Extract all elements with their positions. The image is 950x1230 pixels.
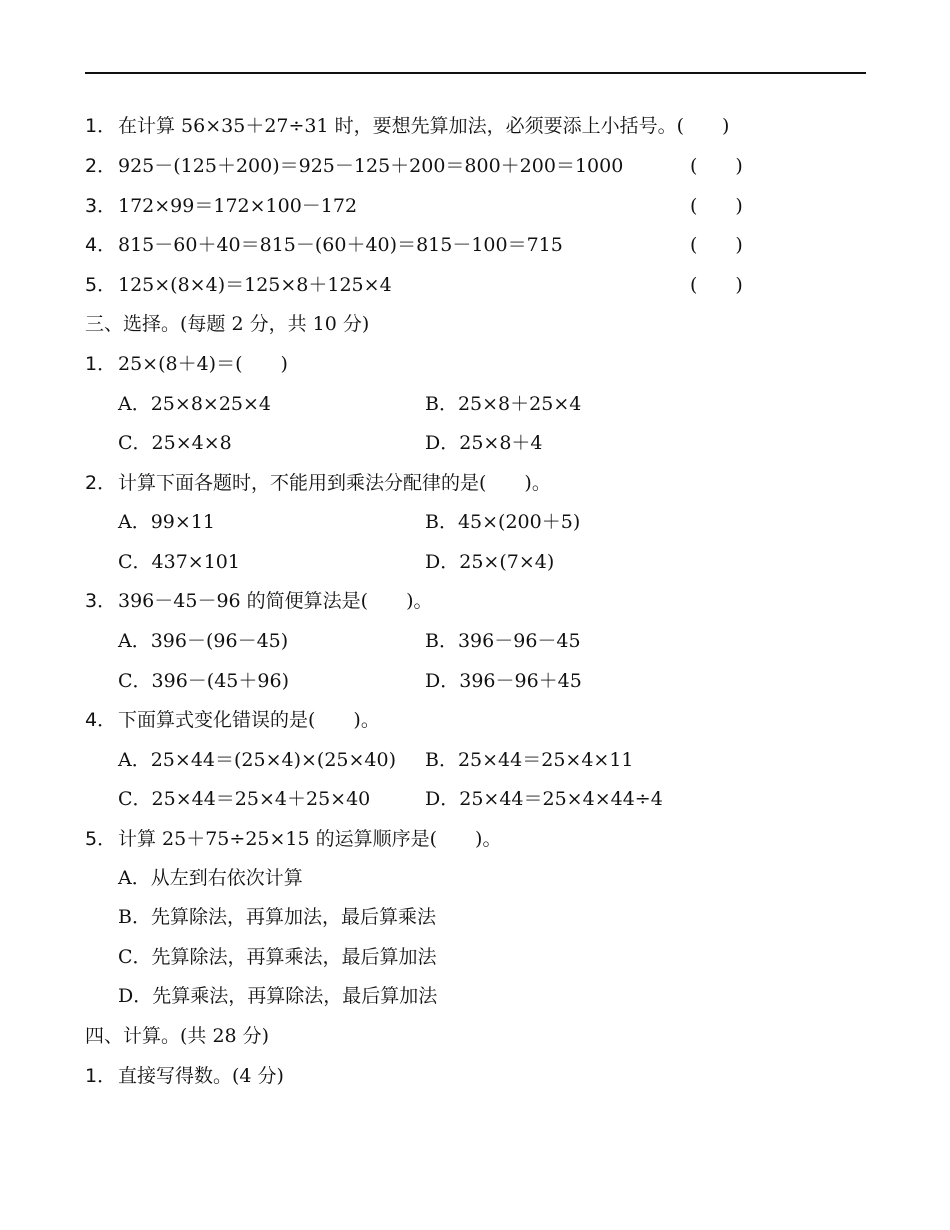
question-stem: 计算下面各题时，不能用到乘法分配律的是( )。	[118, 472, 551, 494]
option-a: A．99×11	[118, 511, 215, 533]
answer-paren-4: ( )	[690, 234, 743, 256]
option-c: C．437×101	[118, 551, 240, 573]
option-d: D．先算乘法，再算除法，最后算加法	[118, 985, 438, 1007]
option-b: B．25×8＋25×4	[425, 393, 582, 415]
option-a: A．25×44＝(25×4)×(25×40)	[118, 749, 397, 771]
section-heading-choice: 三、选择。(每题 2 分，共 10 分)	[85, 313, 370, 335]
choice-question-3	[85, 588, 432, 614]
item-text: 125×(8×4)＝125×8＋125×4	[118, 274, 392, 296]
option-b: B．396－96－45	[425, 630, 581, 652]
question-stem: 396－45－96 的简便算法是( )。	[118, 590, 433, 612]
item-number: 3．	[85, 195, 117, 217]
option-c: C．先算除法，再算乘法，最后算加法	[118, 946, 437, 968]
item-text: 172×99＝172×100－172	[118, 195, 358, 217]
option-d: D．25×(7×4)	[425, 551, 555, 573]
question-number: 1．	[85, 353, 117, 375]
item-number: 2．	[85, 155, 117, 177]
question-number: 4．	[85, 709, 117, 731]
question-number: 3．	[85, 590, 117, 612]
choice-question-5	[85, 826, 501, 852]
option-b: B．45×(200＋5)	[425, 511, 581, 533]
judge-item-5	[85, 272, 392, 298]
item-text: 815－60＋40＝815－(60＋40)＝815－100＝715	[118, 234, 563, 256]
item-number: 5．	[85, 274, 117, 296]
item-text: 925－(125＋200)＝925－125＋200＝800＋200＝1000	[118, 155, 624, 177]
choice-question-1	[85, 351, 288, 377]
option-a: A．25×8×25×4	[118, 393, 272, 415]
judge-item-3	[85, 193, 357, 219]
judge-item-2	[85, 153, 623, 179]
option-c: C．396－(45＋96)	[118, 670, 289, 692]
option-b: B．先算除法，再算加法，最后算乘法	[118, 906, 436, 928]
judge-item-4	[85, 232, 563, 258]
item-number: 4．	[85, 234, 117, 256]
calc-question-1	[85, 1063, 284, 1089]
choice-question-2	[85, 470, 551, 496]
item-number: 1．	[85, 115, 117, 137]
judge-item-1	[85, 113, 729, 139]
question-stem: 25×(8＋4)＝( )	[118, 353, 288, 375]
top-rule	[85, 72, 866, 74]
option-a: A．从左到右依次计算	[118, 867, 303, 889]
option-c: C．25×44＝25×4＋25×40	[118, 788, 371, 810]
question-number: 2．	[85, 472, 117, 494]
question-number: 1．	[85, 1065, 117, 1087]
question-stem: 计算 25＋75÷25×15 的运算顺序是( )。	[118, 828, 502, 850]
option-d: D．25×8＋4	[425, 432, 543, 454]
question-stem: 下面算式变化错误的是( )。	[118, 709, 380, 731]
answer-paren-2: ( )	[690, 155, 743, 177]
option-d: D．396－96＋45	[425, 670, 582, 692]
question-stem: 直接写得数。(4 分)	[118, 1065, 284, 1087]
option-a: A．396－(96－45)	[118, 630, 289, 652]
choice-question-4	[85, 707, 380, 733]
option-b: B．25×44＝25×4×11	[425, 749, 634, 771]
option-d: D．25×44＝25×4×44÷4	[425, 788, 663, 810]
question-number: 5．	[85, 828, 117, 850]
answer-paren-3: ( )	[690, 195, 743, 217]
option-c: C．25×4×8	[118, 432, 232, 454]
item-text: 在计算 56×35＋27÷31 时，要想先算加法，必须要添上小括号。( )	[118, 115, 730, 137]
answer-paren-5: ( )	[690, 274, 743, 296]
section-heading-calc: 四、计算。(共 28 分)	[85, 1025, 270, 1047]
